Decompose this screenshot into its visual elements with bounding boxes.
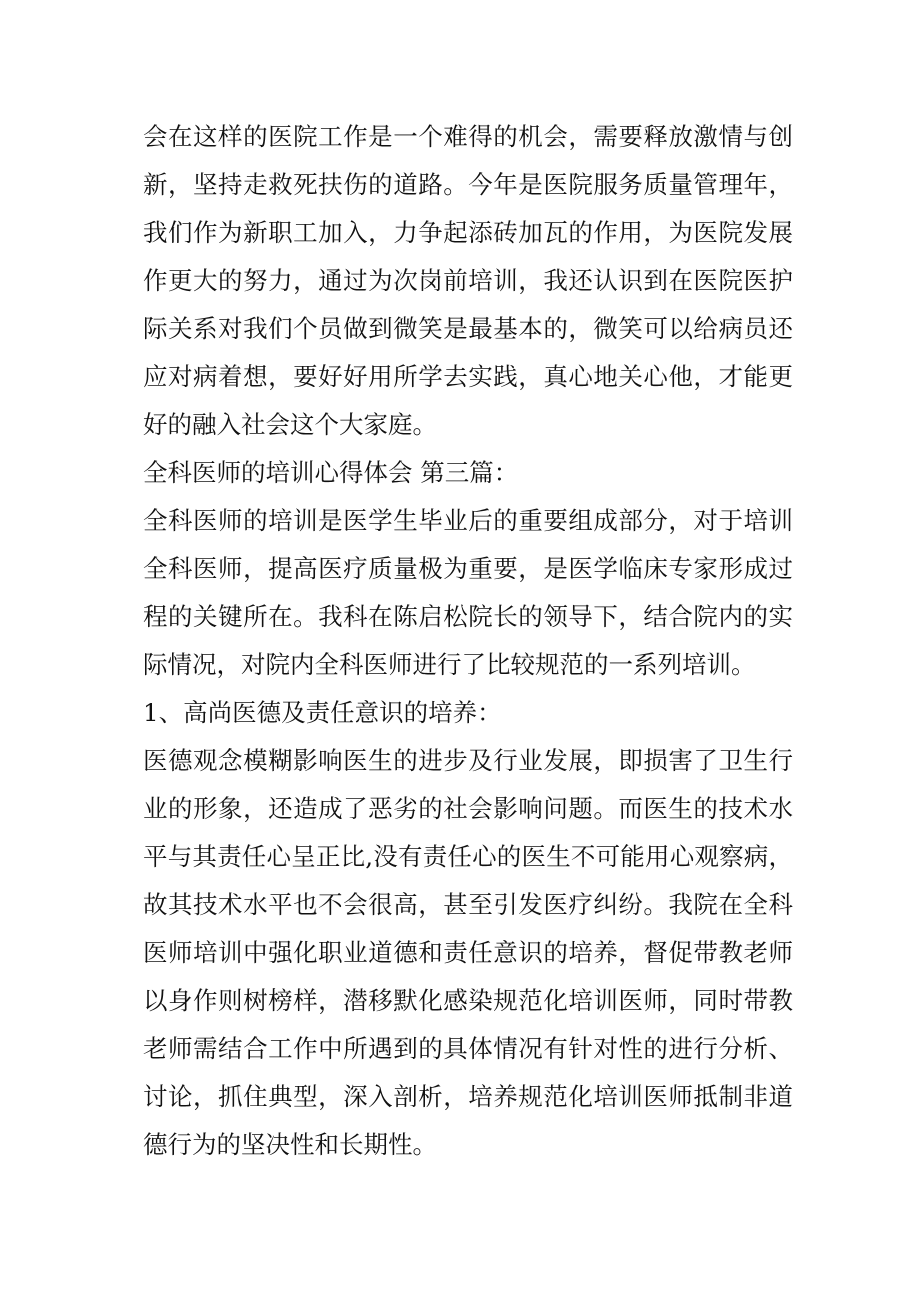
body-text [143,113,793,1169]
text-line: 故其技术水平也不会很高，甚至引发医疗纠纷。我院在全科 [143,890,793,919]
text-line: 德行为的坚决性和长期性。 [143,1130,437,1159]
text-line: 业的形象，还造成了恶劣的社会影响问题。而医生的技术水 [143,794,793,823]
text-line: 以身作则树榜样，潜移默化感染规范化培训医师，同时带教 [143,986,793,1015]
text-line: 会在这样的医院工作是一个难得的机会，需要释放激情与创 [143,122,793,151]
text-line: 老师需结合工作中所遇到的具体情况有针对性的进行分析、 [143,1034,793,1063]
text-line: 全科医师，提高医疗质量极为重要，是医学临床专家形成过 [143,554,793,583]
text-line: 际情况，对院内全科医师进行了比较规范的一系列培训。 [143,650,756,679]
text-line: 际关系对我们个员做到微笑是最基本的，微笑可以给病员还 [143,314,793,343]
section-heading: 全科医师的培训心得体会 第三篇： [143,458,519,487]
text-line: 新，坚持走救死扶伤的道路。今年是医院服务质量管理年， [143,170,793,199]
subsection-heading: 1、高尚医德及责任意识的培养： [143,698,502,727]
text-line: 作更大的努力，通过为次岗前培训，我还认识到在医院医护 [143,266,793,295]
text-line: 平与其责任心呈正比,没有责任心的医生不可能用心观察病， [143,842,793,871]
text-line: 讨论，抓住典型，深入剖析，培养规范化培训医师抵制非道 [143,1082,793,1111]
text-line: 医师培训中强化职业道德和责任意识的培养，督促带教老师 [143,938,793,967]
text-line: 医德观念模糊影响医生的进步及行业发展，即损害了卫生行 [143,746,793,775]
text-line: 程的关键所在。我科在陈启松院长的领导下，结合院内的实 [143,602,793,631]
text-line: 好的融入社会这个大家庭。 [143,410,437,439]
text-line: 应对病着想，要好好用所学去实践，真心地关心他，才能更 [143,362,793,391]
text-line: 全科医师的培训是医学生毕业后的重要组成部分，对于培训 [143,506,793,535]
text-line: 我们作为新职工加入，力争起添砖加瓦的作用，为医院发展 [143,218,793,247]
